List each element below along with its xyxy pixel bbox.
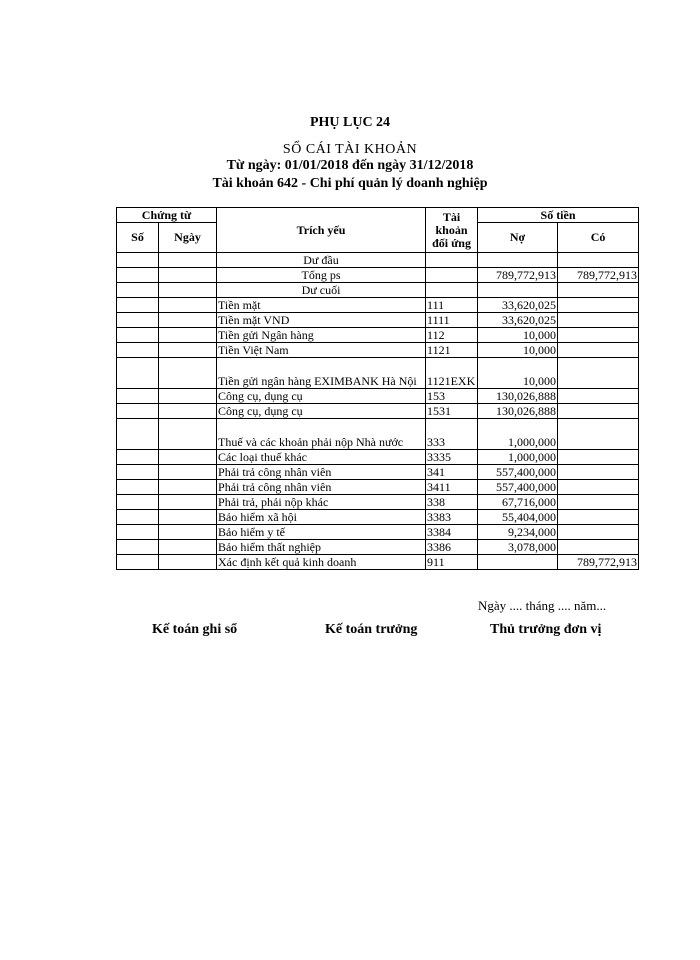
- row-credit: [558, 358, 639, 389]
- summary-label: Dư đầu: [217, 253, 426, 268]
- row-account: 3411: [426, 480, 478, 495]
- summary-debit: [478, 253, 558, 268]
- row-credit: [558, 480, 639, 495]
- row-credit: 789,772,913: [558, 555, 639, 570]
- row-account: 1111: [426, 313, 478, 328]
- row-debit: 10,000: [478, 358, 558, 389]
- date-range: Từ ngày: 01/01/2018 đến ngày 31/12/2018: [226, 158, 474, 173]
- row-description: Xác định kết quả kinh doanh: [217, 555, 426, 570]
- table-row: [117, 419, 639, 450]
- summary-credit: [558, 253, 639, 268]
- row-account: 1121EXK: [426, 358, 478, 389]
- row-credit: [558, 389, 639, 404]
- table-row: [117, 540, 639, 555]
- row-description: Bảo hiểm y tế: [217, 525, 426, 540]
- row-credit: [558, 328, 639, 343]
- row-description: Tiền gửi ngân hàng EXIMBANK Hà Nội: [217, 358, 426, 389]
- row-description: Các loại thuế khác: [217, 450, 426, 465]
- row-account: 3384: [426, 525, 478, 540]
- table-row: [117, 510, 639, 525]
- table-row: [117, 313, 639, 328]
- row-description: Tiền mặt: [217, 298, 426, 313]
- row-credit: [558, 495, 639, 510]
- signature-head-of-unit: Thủ trưởng đơn vị: [490, 622, 602, 637]
- table-row: [117, 555, 639, 570]
- row-credit: [558, 465, 639, 480]
- row-account: 112: [426, 328, 478, 343]
- header-date: Ngày: [159, 223, 217, 253]
- table-row: [117, 465, 639, 480]
- document-title: SỔ CÁI TÀI KHOẢN: [282, 142, 418, 157]
- row-debit: 10,000: [478, 328, 558, 343]
- row-credit: [558, 510, 639, 525]
- header-credit: Có: [558, 223, 639, 253]
- row-description: Phải trả công nhân viên: [217, 480, 426, 495]
- row-account: 333: [426, 419, 478, 450]
- table-row: [117, 450, 639, 465]
- header-counter-account: Tài khoản đối ứng: [426, 208, 478, 253]
- row-account: 3383: [426, 510, 478, 525]
- table-row: [117, 525, 639, 540]
- row-debit: 55,404,000: [478, 510, 558, 525]
- header-number: Số: [117, 223, 159, 253]
- row-credit: [558, 540, 639, 555]
- row-account: 911: [426, 555, 478, 570]
- signature-chief-accountant: Kế toán trưởng: [325, 622, 418, 637]
- row-description: Công cụ, dụng cụ: [217, 389, 426, 404]
- table-row: [117, 298, 639, 313]
- row-debit: 1,000,000: [478, 450, 558, 465]
- row-description: Phải trả công nhân viên: [217, 465, 426, 480]
- footer-date-line: Ngày .... tháng .... năm...: [478, 598, 607, 613]
- ledger-table: [116, 207, 639, 570]
- row-description: Phải trả, phải nộp khác: [217, 495, 426, 510]
- summary-row-opening: [117, 253, 639, 268]
- table-row: [117, 343, 639, 358]
- summary-label: Dư cuối: [217, 283, 426, 298]
- row-debit: 9,234,000: [478, 525, 558, 540]
- row-description: Tiền gửi Ngân hàng: [217, 328, 426, 343]
- summary-credit: [558, 283, 639, 298]
- row-debit: 557,400,000: [478, 465, 558, 480]
- table-row: [117, 358, 639, 389]
- row-account: 153: [426, 389, 478, 404]
- row-description: Tiền Việt Nam: [217, 343, 426, 358]
- appendix-label: PHỤ LỤC 24: [309, 115, 391, 130]
- row-description: Công cụ, dụng cụ: [217, 404, 426, 419]
- row-account: 111: [426, 298, 478, 313]
- row-account: 1121: [426, 343, 478, 358]
- row-debit: 67,716,000: [478, 495, 558, 510]
- row-description: Bảo hiểm xã hội: [217, 510, 426, 525]
- row-debit: 10,000: [478, 343, 558, 358]
- row-account: 1531: [426, 404, 478, 419]
- row-account: 3386: [426, 540, 478, 555]
- row-description: Bảo hiểm thất nghiệp: [217, 540, 426, 555]
- row-debit: [478, 555, 558, 570]
- summary-debit: [478, 283, 558, 298]
- summary-credit: 789,772,913: [558, 268, 639, 283]
- table-row: [117, 328, 639, 343]
- row-debit: 1,000,000: [478, 419, 558, 450]
- table-row: [117, 404, 639, 419]
- account-title: Tài khoản 642 - Chi phí quản lý doanh nghiệp: [212, 176, 488, 191]
- row-credit: [558, 298, 639, 313]
- row-credit: [558, 404, 639, 419]
- row-credit: [558, 343, 639, 358]
- summary-row-total: [117, 268, 639, 283]
- row-description: Tiền mặt VND: [217, 313, 426, 328]
- row-debit: 33,620,025: [478, 298, 558, 313]
- row-credit: [558, 450, 639, 465]
- summary-row-closing: [117, 283, 639, 298]
- row-credit: [558, 419, 639, 450]
- row-description: Thuế và các khoản phải nộp Nhà nước: [217, 419, 426, 450]
- header-voucher: Chứng từ: [117, 208, 217, 223]
- table-row: [117, 495, 639, 510]
- row-debit: 33,620,025: [478, 313, 558, 328]
- table-row: [117, 389, 639, 404]
- table-row: [117, 480, 639, 495]
- summary-debit: 789,772,913: [478, 268, 558, 283]
- row-account: 338: [426, 495, 478, 510]
- header-debit: Nợ: [478, 223, 558, 253]
- row-account: 3335: [426, 450, 478, 465]
- row-debit: 557,400,000: [478, 480, 558, 495]
- row-credit: [558, 313, 639, 328]
- row-debit: 130,026,888: [478, 389, 558, 404]
- row-account: 341: [426, 465, 478, 480]
- row-credit: [558, 525, 639, 540]
- header-amount: Số tiền: [478, 208, 639, 223]
- summary-label: Tổng ps: [217, 268, 426, 283]
- row-debit: 3,078,000: [478, 540, 558, 555]
- signature-bookkeeper: Kế toán ghi sổ: [152, 622, 238, 637]
- row-debit: 130,026,888: [478, 404, 558, 419]
- header-description: Trích yếu: [217, 208, 426, 253]
